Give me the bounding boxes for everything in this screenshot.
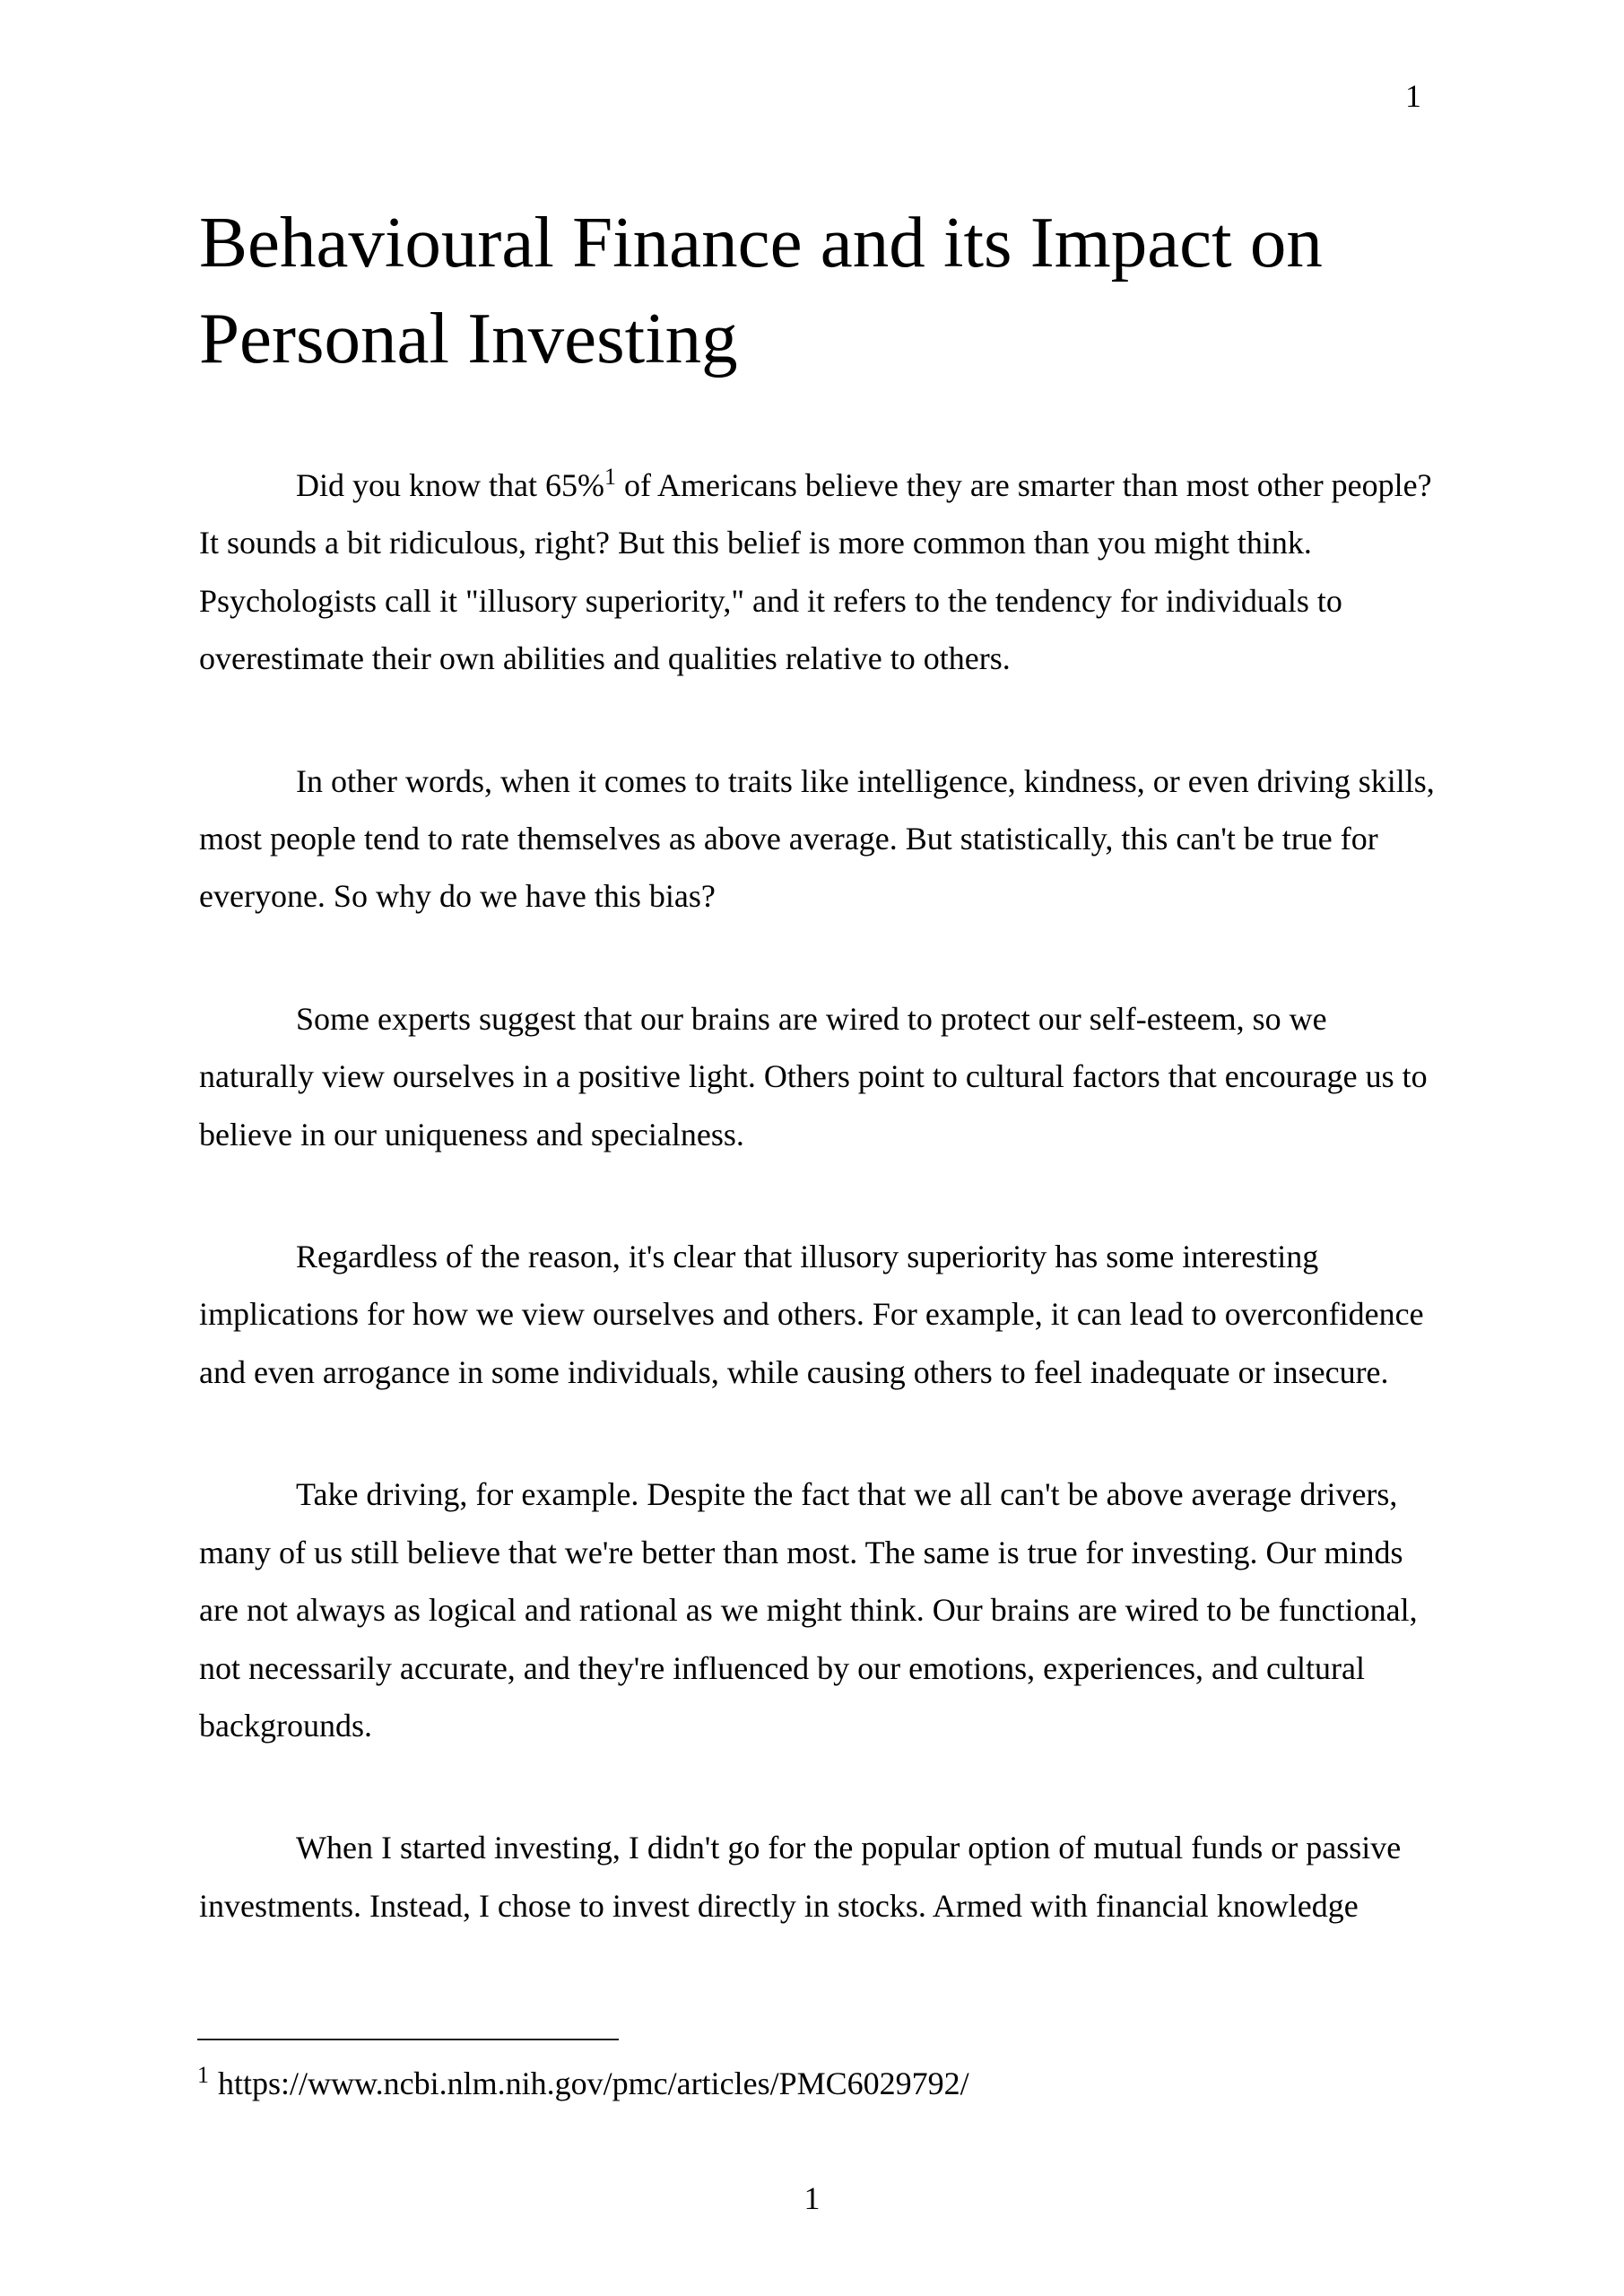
document-body (199, 457, 1437, 1999)
paragraph-4: Regardless of the reason, it's clear that illusory superiority has some interesting implications for how we view ourselves and others. For example, it can lead to overconfidence and even arrogance in some individuals, while causing others to feel inadequate or insecure. (199, 1239, 1424, 1390)
footnote-marker-superscript: 1 (197, 2062, 209, 2088)
footnote-url-text: https://www.ncbi.nlm.nih.gov/pmc/articles/PMC6029792/ (218, 2066, 969, 2101)
paragraph-1-text-before-ref: Did you know that 65% (296, 467, 604, 503)
paragraph-2: In other words, when it comes to traits like intelligence, kindness, or even driving skills, most people tend to rate themselves as above average. But statistically, this can't be true for everyone. So why do we have this bias? (199, 762, 1435, 915)
paragraph-5: Take driving, for example. Despite the fact that we all can't be above average drivers, many of us still believe that we're better than most. The same is true for investing. Our minds are not always as logical and rational as we might think. Our brains are wired to be functional, not necessarily accurate, and they're influenced by our emotions, experiences, and cultural backgrounds. (199, 1476, 1418, 1744)
paragraph-6: When I started investing, I didn't go for the popular option of mutual funds or passive investments. Instead, I chose to invest directly in stocks. Armed with financial knowledge (199, 1830, 1402, 1924)
document-title: Behavioural Finance and its Impact on Personal Investing (199, 202, 1323, 378)
footnote (197, 2064, 1437, 2103)
footnote-reference-superscript: 1 (604, 464, 616, 490)
footer-page-number: 1 (803, 2180, 821, 2216)
header-page-number: 1 (1405, 78, 1421, 114)
paragraph-1 (199, 457, 1437, 688)
paragraph-3: Some experts suggest that our brains are wired to protect our self-esteem, so we naturally view ourselves in a positive light. Others point to cultural factors that encourage us to believe in our uniqueness and specialness. (199, 1000, 1428, 1152)
footnote-separator-rule (197, 2039, 619, 2040)
paragraph-1-text-after-ref: of Americans believe they are smarter than most other people? It sounds a bit ridiculous, right? But this belief is more common than you might think. Psychologists call it "illusory superiority," and it refers to the tendency for individuals to overestimate their own abilities and qualities relative to others. (199, 467, 1432, 677)
